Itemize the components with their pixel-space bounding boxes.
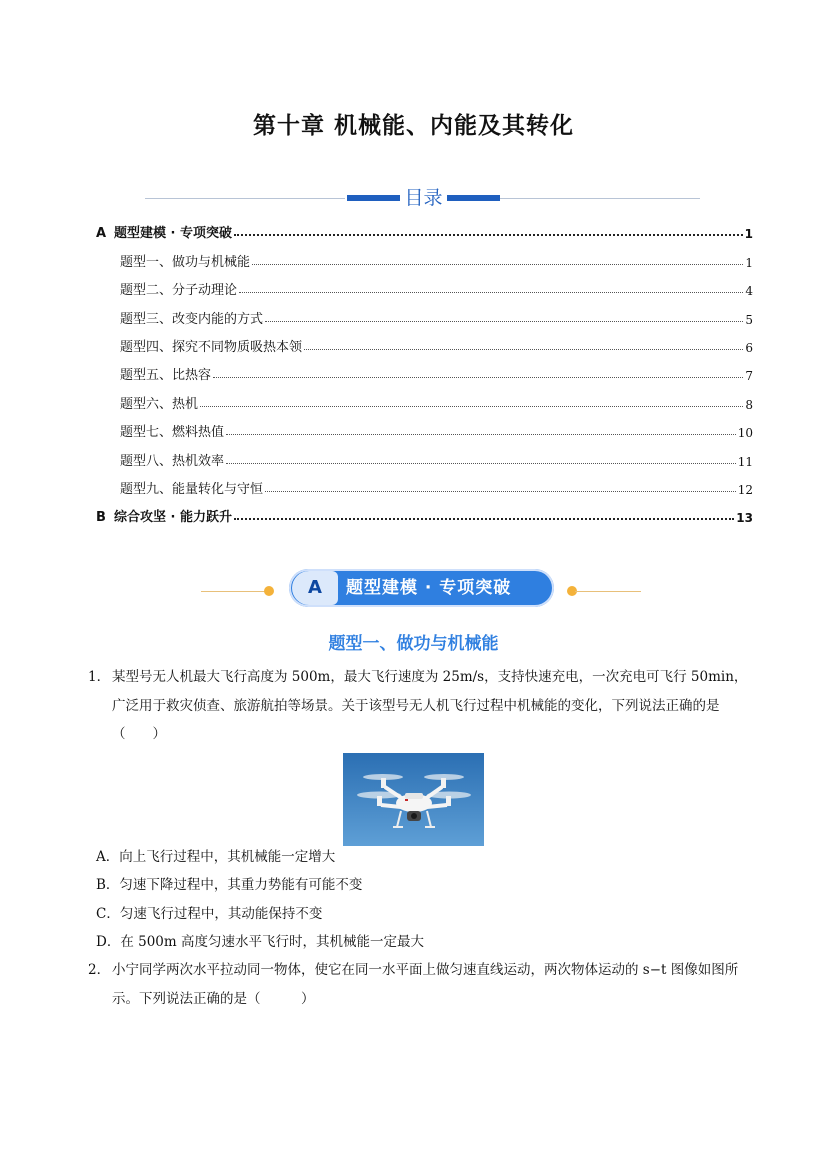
toc-entry[interactable] (96, 298, 753, 326)
section-label: 题型建模 · 专项突破 (346, 578, 512, 598)
drone-photo (343, 753, 484, 846)
toc-entry-page: 12 (737, 482, 753, 497)
option-d[interactable]: D．在 500m 高度匀速水平飞行时，其机械能一定最大 (96, 933, 424, 950)
toc-leader (226, 434, 736, 435)
toc-entry-page: 7 (745, 369, 753, 384)
table-of-contents (96, 213, 753, 525)
answer-options (96, 843, 424, 956)
toc-leader (304, 349, 743, 350)
question-text: 小宁同学两次水平拉动同一物体，使它在同一水平面上做匀速直线运动，两次物体运动的 s−t 图像如图所示。下列说法正确的是（ ） (112, 962, 739, 1007)
toc-entry-page: 10 (737, 426, 753, 441)
toc-entry-label: 综合攻坚 · 能力跃升 (114, 510, 232, 526)
toc-entry[interactable] (96, 497, 753, 525)
question-text: 某型号无人机最大飞行高度为 500m，最大飞行速度为 25m/s，支持快速充电，一次充电可飞行 50min，广泛用于救灾侦查、旅游航拍等场景。关于该型号无人机飞行过程中机械能的变化，下列说法正确的是（ ） (112, 669, 748, 742)
question (88, 663, 758, 749)
banner-dot-left (264, 586, 274, 596)
toc-entry-label: 题型二、分子动理论 (120, 283, 238, 299)
toc-header (145, 182, 700, 210)
question (88, 956, 758, 1013)
toc-entry[interactable] (96, 327, 753, 355)
toc-entry-label: 题型九、能量转化与守恒 (120, 481, 264, 497)
toc-leader (252, 264, 743, 265)
section-banner (201, 569, 641, 609)
section-subheading: 题型一、做功与机械能 (328, 634, 499, 654)
toc-leader (234, 518, 734, 520)
toc-entry-label: 题型六、热机 (120, 396, 199, 412)
toc-leader (200, 406, 743, 407)
toc-bar-left (347, 195, 400, 201)
toc-entry[interactable] (96, 270, 753, 298)
toc-entry-page: 8 (745, 397, 753, 412)
toc-entry-page: 11 (737, 454, 753, 469)
toc-bar-right (447, 195, 500, 201)
toc-entry-page: 13 (736, 511, 753, 526)
toc-leader (234, 234, 743, 236)
toc-entry[interactable] (96, 241, 753, 269)
toc-entry-letter: B (96, 510, 106, 526)
toc-entry-page: 5 (745, 312, 753, 327)
page-title: 第十章 机械能、内能及其转化 (252, 113, 574, 139)
toc-leader (213, 377, 743, 378)
question-number: 2． (88, 962, 111, 978)
toc-entry-label: 题型一、做功与机械能 (120, 254, 251, 270)
section-badge: A (292, 571, 338, 605)
toc-entry-label: 题型建模 · 专项突破 (114, 226, 232, 242)
toc-entry[interactable] (96, 440, 753, 468)
toc-entry[interactable] (96, 213, 753, 241)
toc-entry[interactable] (96, 383, 753, 411)
banner-line-right (575, 591, 641, 592)
toc-rule-left (145, 198, 345, 199)
toc-entry-label: 题型三、改变内能的方式 (120, 311, 264, 327)
toc-title: 目录 (404, 187, 443, 209)
option-b[interactable]: B．匀速下降过程中，其重力势能有可能不变 (96, 877, 363, 894)
banner-line-left (201, 591, 269, 592)
toc-entry[interactable] (96, 355, 753, 383)
toc-entry-label: 题型四、探究不同物质吸热本领 (120, 339, 303, 355)
toc-entry-page: 1 (744, 227, 753, 242)
toc-entry[interactable] (96, 469, 753, 497)
toc-entry-label: 题型七、燃料热值 (120, 425, 225, 441)
toc-rule-right (500, 198, 700, 199)
toc-entry-letter: A (96, 226, 107, 242)
toc-entry-label: 题型八、热机效率 (120, 453, 225, 469)
toc-entry-label: 题型五、比热容 (120, 368, 212, 384)
option-a[interactable]: A．向上飞行过程中，其机械能一定增大 (96, 849, 336, 865)
toc-leader (265, 491, 736, 492)
toc-entry[interactable] (96, 412, 753, 440)
toc-entry-page: 1 (745, 255, 753, 270)
toc-leader (226, 463, 736, 464)
toc-leader (265, 321, 743, 322)
option-c[interactable]: C．匀速飞行过程中，其动能保持不变 (96, 905, 323, 922)
toc-entry-page: 6 (745, 340, 753, 355)
question-number: 1． (88, 669, 111, 685)
toc-entry-page: 4 (745, 284, 753, 299)
toc-leader (239, 292, 743, 293)
